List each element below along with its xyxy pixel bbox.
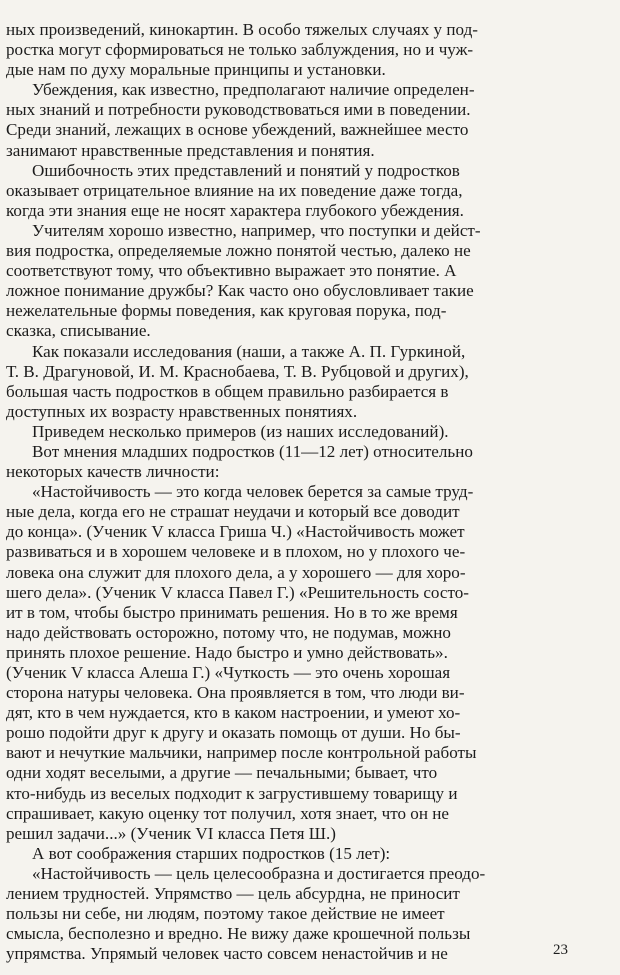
text-line: спрашивает, какую оценку тот получил, хотя знает, что он не: [6, 803, 449, 823]
text-line: ных знаний и потребности руководствоваться ими в поведении.: [6, 100, 471, 120]
paragraph: [6, 864, 566, 964]
paragraph: [6, 442, 566, 482]
paragraph: [6, 342, 566, 422]
text-line: Среди знаний, лежащих в основе убеждений, важнейшее место: [6, 120, 469, 140]
text-line: шего дела». (Ученик V класса Павел Г.) «Решительность состо-: [6, 582, 469, 602]
paragraph: [6, 20, 566, 80]
text-line: принять плохое решение. Надо быстро и умно действовать».: [6, 642, 448, 662]
text-line: дые нам по духу моральные принципы и установки.: [6, 60, 386, 80]
text-line: «Настойчивость — цель целесообразна и достигается преодо-: [32, 863, 486, 883]
text-line: дят, кто в чем нуждается, кто в каком настроении, и умеют хо-: [6, 703, 461, 723]
paragraph: [6, 161, 566, 221]
text-line: Вот мнения младших подростков (11—12 лет) относительно: [32, 441, 473, 461]
text-line: оказывает отрицательное влияние на их поведение даже тогда,: [6, 180, 463, 200]
text-line: нежелательные формы поведения, как круговая порука, под-: [6, 301, 447, 321]
text-line: решил задачи...» (Ученик VI класса Петя Ш.): [6, 823, 336, 843]
text-line: большая часть подростков в общем правильно разбирается в: [6, 381, 449, 401]
text-line: рошо подойти друг к другу и оказать помощь от души. Но бы-: [6, 723, 461, 743]
text-line: некоторых качеств личности:: [6, 462, 220, 482]
text-line: ит в том, чтобы быстро принимать решения. Но в то же время: [6, 602, 458, 622]
text-line: вают и нечуткие мальчики, например после контрольной работы: [6, 743, 477, 763]
paragraph: [6, 482, 566, 844]
paragraph: [6, 422, 566, 442]
text-line: Как показали исследования (наши, а также А. П. Гуркиной,: [32, 341, 466, 361]
text-line: соответствуют тому, что объективно выражает это понятие. А: [6, 261, 457, 281]
text-line: «Настойчивость — это когда человек берется за самые труд-: [32, 482, 474, 502]
page-number: 23: [553, 942, 568, 958]
text-line: доступных их возрасту нравственных понятиях.: [6, 401, 358, 421]
text-line: надо действовать осторожно, потому что, не подумав, можно: [6, 622, 451, 642]
text-line: пользы ни себе, ни людям, поэтому такое действие не имеет: [6, 904, 445, 924]
text-line: Убеждения, как известно, предполагают наличие определен-: [32, 80, 475, 100]
paragraph: [6, 80, 566, 160]
paragraph: [6, 221, 566, 342]
text-line: А вот соображения старших подростков (15 лет):: [32, 843, 391, 863]
text-line: Учителям хорошо известно, например, что поступки и дейст-: [32, 220, 481, 240]
text-line: Т. В. Драгуновой, И. М. Краснобаева, Т. В. Рубцовой и других),: [6, 361, 469, 381]
text-line: смысла, бесполезно и вредно. Не вижу даже крошечной пользы: [6, 924, 471, 944]
text-line: лением трудностей. Упрямство — цель абсурдна, не приносит: [6, 884, 460, 904]
text-line: ложное понимание дружбы? Как часто оно обусловливает такие: [6, 281, 474, 301]
body-text: [6, 20, 566, 964]
text-line: до конца». (Ученик V класса Гриша Ч.) «Настойчивость может: [6, 522, 465, 542]
text-line: занимают нравственные представления и понятия.: [6, 140, 375, 160]
text-line: сказка, списывание.: [6, 321, 151, 341]
text-line: развиваться и в хорошем человеке и в плохом, но у плохого че-: [6, 542, 466, 562]
text-line: (Ученик V класса Алеша Г.) «Чуткость — это очень хорошая: [6, 663, 451, 682]
text-line: ловека она служит для плохого дела, а у хорошего — для хоро-: [6, 562, 466, 582]
text-line: одни ходят веселыми, а другие — печальными; бывает, что: [6, 763, 438, 783]
text-line: сторона натуры человека. Она проявляется в том, что люди ви-: [6, 683, 465, 703]
text-line: вия подростка, определяемые ложно понятой честью, далеко не: [6, 241, 471, 261]
paragraph: [6, 844, 566, 864]
text-line: Приведем несколько примеров (из наших исследований).: [32, 421, 449, 441]
text-line: Ошибочность этих представлений и понятий у подростков: [32, 160, 460, 180]
text-line: кто-нибудь из веселых подходит к загрустившему товарищу и: [6, 783, 458, 803]
text-line: ные дела, когда его не страшат неудачи и который все доводит: [6, 502, 460, 522]
text-line: упрямства. Упрямый человек часто совсем ненастойчив и не: [6, 944, 448, 964]
text-line: ных произведений, кинокартин. В особо тяжелых случаях у под-: [6, 20, 478, 39]
text-line: когда эти знания еще не носят характера глубокого убеждения.: [6, 200, 464, 220]
text-line: ростка могут сформироваться не только заблуждения, но и чуж-: [6, 40, 474, 60]
